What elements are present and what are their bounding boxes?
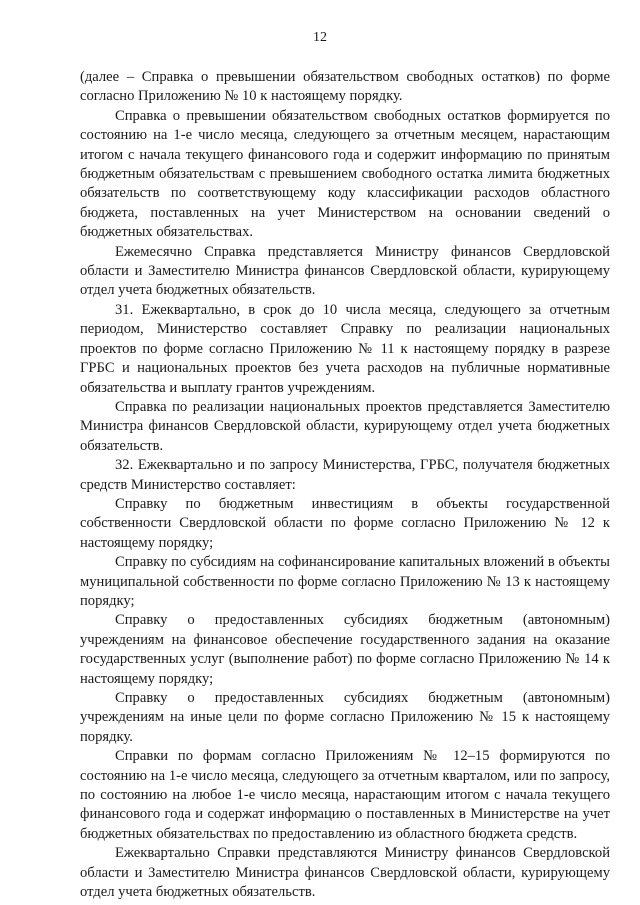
page-number: 12	[313, 30, 327, 45]
paragraph: 32. Ежеквартально и по запросу Министерства, ГРБС, получателя бюджетных средств Министерство составляет:	[80, 457, 610, 493]
paragraph: Справку о предоставленных субсидиях бюджетным (автономным) учреждениям на финансовое обеспечение государственного задания на оказание государственных услуг (выполнение работ) по форме согласно Приложению № 14 к настоящему порядку;	[80, 612, 610, 687]
paragraph: Справку по бюджетным инвестициям в объекты государственной собственности Свердловской области по форме согласно Приложению № 12 к настоящему порядку;	[80, 495, 610, 551]
paragraph: Справка по реализации национальных проектов представляется Заместителю Министра финансов Свердловской области, курирующему отдел учета бюджетных обязательств.	[80, 398, 610, 454]
paragraph: (далее – Справка о превышении обязательством свободных остатков) по форме согласно Приложению № 10 к настоящему порядку.	[80, 69, 610, 105]
paragraph: Справки по формам согласно Приложениям № 12–15 формируются по состоянию на 1-е число месяца, следующего за отчетным кварталом, или по запросу, по состоянию на любое 1-е число месяца, нарастающим итогом с начала текущего финансового года и содержат информацию о поставленных в Министерстве на учет бюджетных обязательствах по предоставлению из областного бюджета средств.	[80, 748, 610, 842]
document-body	[80, 68, 610, 902]
paragraph: Справку о предоставленных субсидиях бюджетным (автономным) учреждениям на иные цели по форме согласно Приложению № 15 к настоящему порядку.	[80, 690, 610, 745]
paragraph: Ежемесячно Справка представляется Министру финансов Свердловской области и Заместителю Министра финансов Свердловской области, курирующему отдел учета бюджетных обязательств.	[80, 243, 610, 299]
paragraph: Справку по субсидиям на софинансирование капитальных вложений в объекты муниципальной собственности по форме согласно Приложению № 13 к настоящему порядку;	[80, 554, 610, 609]
paragraph: Ежеквартально Справки представляются Министру финансов Свердловской области и Заместителю Министра финансов Свердловской области, курирующему отдел учета бюджетных обязательств.	[80, 845, 610, 901]
paragraph: Справка о превышении обязательством свободных остатков формируется по состоянию на 1-е число месяца, следующего за отчетным месяцем, нарастающим итогом с начала текущего финансового года и содержит информацию по принятым бюджетным обязательствам с превышением свободного остатка лимита бюджетных обязательств по соответствующему коду классификации расходов областного бюджета, поставленных на учет Министерством на основании сведений о бюджетных обязательствах.	[80, 107, 610, 241]
paragraph: 31. Ежеквартально, в срок до 10 числа месяца, следующего за отчетным периодом, Министерство составляет Справку по реализации национальных проектов по форме согласно Приложению № 11 к настоящему порядку в разрезе ГРБС и национальных проектов без учета расходов на публичные нормативные обязательства и выплату грантов учреждениям.	[80, 301, 610, 396]
